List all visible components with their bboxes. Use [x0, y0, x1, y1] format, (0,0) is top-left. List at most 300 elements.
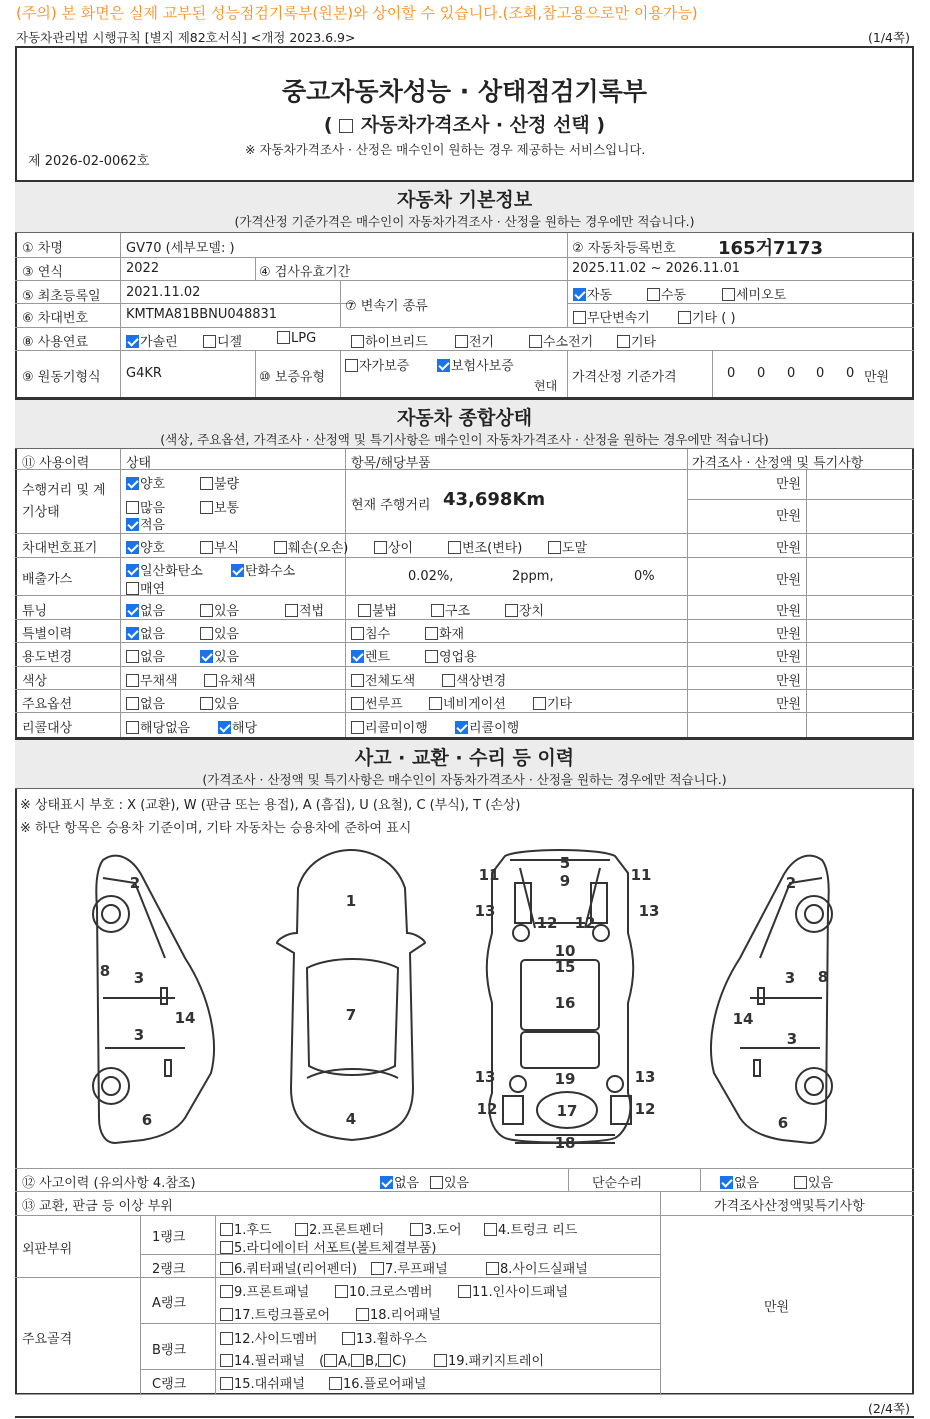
- check-tuning-yes[interactable]: [200, 604, 213, 617]
- check-recall-not-done[interactable]: [351, 721, 364, 734]
- fuel-hydrogen-label: 수소전기: [543, 335, 594, 350]
- part-dash-panel[interactable]: [220, 1373, 305, 1392]
- diagram-num-11b: 11: [630, 866, 652, 884]
- won-unit: 만원: [776, 509, 802, 524]
- check-option-other[interactable]: [533, 697, 546, 710]
- check-flood[interactable]: [351, 627, 364, 640]
- option-yes-label: 있음: [214, 697, 240, 712]
- vin-lost[interactable]: [548, 537, 587, 556]
- tuning-device[interactable]: [505, 600, 544, 619]
- mileage-normal[interactable]: [200, 497, 239, 516]
- check-vin-alter[interactable]: [448, 541, 461, 554]
- accident-header: [15, 738, 914, 789]
- diagram-num-5: 5: [559, 854, 571, 872]
- check-hc[interactable]: [231, 564, 244, 577]
- check-rear-panel[interactable]: [356, 1308, 369, 1321]
- check-self-warranty[interactable]: [345, 359, 358, 372]
- trans-semi[interactable]: [722, 284, 786, 303]
- check-hood[interactable]: [220, 1223, 233, 1236]
- vin-good-label: 양호: [140, 541, 166, 556]
- tuning-illegal-label: 불법: [372, 604, 398, 619]
- diagram-num-2r: 2: [785, 874, 797, 892]
- check-fire[interactable]: [425, 627, 438, 640]
- repair-yes[interactable]: [794, 1172, 833, 1191]
- emission-co-value: 0.02%,: [408, 569, 454, 584]
- check-side-sill[interactable]: [486, 1262, 499, 1275]
- use-yes[interactable]: [200, 646, 239, 665]
- fuel-electric[interactable]: [455, 331, 494, 350]
- check-insurance-warranty[interactable]: [437, 359, 450, 372]
- part-cross-member-label: 10.크로스멤버: [349, 1285, 433, 1300]
- price-digit: 0: [816, 366, 825, 381]
- check-full-paint[interactable]: [351, 674, 364, 687]
- check-fuel-other[interactable]: [617, 335, 630, 348]
- part-inside-panel[interactable]: [458, 1281, 568, 1300]
- check-door[interactable]: [410, 1223, 423, 1236]
- row-mileage: 수행거리 및 계기상태: [22, 483, 106, 520]
- check-vin-damage[interactable]: [274, 541, 287, 554]
- part-front-panel[interactable]: [220, 1281, 309, 1300]
- fuel-lpg-label: LPG: [291, 331, 317, 346]
- check-wheel-house[interactable]: [342, 1332, 355, 1345]
- special-none[interactable]: [126, 623, 165, 642]
- vin-damage[interactable]: [274, 537, 348, 556]
- check-business[interactable]: [425, 650, 438, 663]
- diagram-num-17: 17: [556, 1102, 578, 1120]
- mileage-label: 현재 주행거리: [351, 498, 431, 513]
- fuel-hydrogen[interactable]: [529, 331, 593, 350]
- label-simple-repair: 단순수리: [592, 1176, 643, 1191]
- use-business[interactable]: [425, 646, 477, 665]
- part-pillar-panel-label: 14.필러패널: [234, 1354, 305, 1369]
- part-cross-member[interactable]: [335, 1281, 432, 1300]
- tuning-structure[interactable]: [431, 600, 470, 619]
- won-unit: 만원: [776, 477, 802, 492]
- paren-close: ): [596, 114, 606, 136]
- special-fire[interactable]: [425, 623, 464, 642]
- diagram-num-1: 1: [345, 892, 357, 910]
- trans-auto[interactable]: [573, 284, 612, 303]
- emission-hc-value: 2ppm,: [512, 569, 554, 584]
- check-gasoline[interactable]: [126, 335, 139, 348]
- option-sunroof[interactable]: [351, 693, 403, 712]
- row-emission: 배출가스: [22, 572, 73, 587]
- check-special-yes[interactable]: [200, 627, 213, 640]
- vin-good[interactable]: [126, 537, 165, 556]
- diagram-num-13c: 13: [474, 1068, 496, 1086]
- pillar-paren-close: ): [401, 1354, 407, 1369]
- check-option-none[interactable]: [126, 697, 139, 710]
- check-recall-applicable[interactable]: [218, 721, 231, 734]
- label-model-year: ③ 연식: [22, 265, 63, 280]
- row-tuning: 튜닝: [22, 604, 48, 619]
- price-digit: 0: [787, 366, 796, 381]
- won-unit: 만원: [776, 541, 802, 556]
- check-side-member[interactable]: [220, 1332, 233, 1345]
- option-navi-label: 네비게이션: [443, 697, 506, 712]
- wheel-front-right: [796, 896, 832, 932]
- trans-cvt[interactable]: [573, 307, 650, 326]
- price-survey-checkbox[interactable]: [339, 119, 353, 133]
- check-auto[interactable]: [573, 288, 586, 301]
- won-unit: 만원: [776, 674, 802, 689]
- tuning-none-label: 없음: [140, 604, 166, 619]
- accident-subtitle: (가격조사 · 산정액 및 특기사항은 매수인이 자동차가격조사 · 산정을 원하는 경우에만 적습니다.): [202, 772, 727, 787]
- vin-diff-label: 상이: [388, 541, 414, 556]
- check-mileage-normal[interactable]: [200, 501, 213, 514]
- diagram-num-13b: 13: [638, 902, 660, 920]
- service-note: ※ 자동차가격조사 · 산정은 매수인이 원하는 경우 제공하는 서비스입니다.: [245, 142, 646, 157]
- check-pillar-a[interactable]: [324, 1354, 337, 1367]
- part-roof-panel-label: 7.루프패널: [385, 1262, 448, 1277]
- fuel-hybrid[interactable]: [351, 331, 428, 350]
- engine-type-value: G4KR: [126, 366, 162, 381]
- part-hood[interactable]: [220, 1219, 272, 1238]
- mileage-many-label: 많음: [140, 501, 166, 516]
- use-none-label: 없음: [140, 650, 166, 665]
- emission-smoke[interactable]: [126, 578, 165, 597]
- check-vin-diff[interactable]: [374, 541, 387, 554]
- pillar-b-label: B,: [365, 1354, 379, 1369]
- part-hood-label: 1.후드: [234, 1223, 272, 1238]
- vin-damage-label: 훼손(오손): [288, 541, 349, 556]
- check-structure[interactable]: [431, 604, 444, 617]
- mileage-good[interactable]: [126, 473, 165, 492]
- overall-header: [15, 398, 914, 449]
- accident-none[interactable]: [380, 1172, 419, 1191]
- fuel-diesel[interactable]: [203, 331, 242, 350]
- color-full-paint[interactable]: [351, 670, 415, 689]
- check-illegal[interactable]: [358, 604, 371, 617]
- check-diesel[interactable]: [203, 335, 216, 348]
- fuel-gasoline[interactable]: [126, 331, 178, 350]
- check-electric[interactable]: [455, 335, 468, 348]
- mileage-normal-label: 보통: [214, 501, 240, 516]
- label-inspection-valid: ④ 검사유효기간: [259, 265, 351, 280]
- label-warranty: ⑩ 보증유형: [259, 370, 326, 385]
- check-semi-auto[interactable]: [722, 288, 735, 301]
- check-vin-good[interactable]: [126, 541, 139, 554]
- emission-co[interactable]: [126, 560, 203, 579]
- check-mileage-good[interactable]: [126, 477, 139, 490]
- recall-applicable-label: 해당: [232, 721, 258, 736]
- part-trunk-lid[interactable]: [484, 1219, 577, 1238]
- label-exterior: 외판부위: [22, 1242, 73, 1257]
- diagram-num-14r: 14: [732, 1010, 754, 1028]
- fuel-diesel-label: 디젤: [217, 335, 243, 350]
- check-vin-rust[interactable]: [200, 541, 213, 554]
- fuel-gasoline-label: 가솔린: [140, 335, 178, 350]
- check-option-yes[interactable]: [200, 697, 213, 710]
- check-trunk-lid[interactable]: [484, 1223, 497, 1236]
- label-transmission: ⑦ 변속기 종류: [345, 299, 428, 314]
- repair-none[interactable]: [720, 1172, 759, 1191]
- color-change[interactable]: [442, 670, 506, 689]
- part-package-tray[interactable]: [434, 1350, 544, 1369]
- option-sunroof-label: 썬루프: [365, 697, 403, 712]
- diagram-num-12b: 12: [574, 914, 596, 932]
- part-dash-panel-label: 15.대쉬패널: [234, 1377, 305, 1392]
- check-lpg[interactable]: [277, 331, 290, 344]
- fuel-electric-label: 전기: [469, 335, 495, 350]
- check-sunroof[interactable]: [351, 697, 364, 710]
- trans-cvt-label: 무단변속기: [587, 311, 650, 326]
- check-hybrid[interactable]: [351, 335, 364, 348]
- tuning-yes[interactable]: [200, 600, 239, 619]
- part-wheel-house-label: 13.휠하우스: [356, 1332, 427, 1347]
- vin-rust[interactable]: [200, 537, 239, 556]
- part-front-fender-label: 2.프론트펜더: [309, 1223, 385, 1238]
- recall-done[interactable]: [455, 717, 519, 736]
- diagram-num-6: 6: [141, 1111, 153, 1129]
- check-quarter-panel[interactable]: [220, 1262, 233, 1275]
- use-none[interactable]: [126, 646, 165, 665]
- vin-alter-label: 변조(변타): [462, 541, 523, 556]
- fuel-lpg[interactable]: [277, 331, 316, 346]
- accident-yes-label: 있음: [444, 1176, 470, 1191]
- part-front-panel-label: 9.프론트패널: [234, 1285, 310, 1300]
- check-recall-done[interactable]: [455, 721, 468, 734]
- diagram-num-12d: 12: [634, 1100, 656, 1118]
- check-inside-panel[interactable]: [458, 1285, 471, 1298]
- accident-title: 사고 · 교환 · 수리 등 이력: [354, 747, 575, 769]
- check-trunk-floor[interactable]: [220, 1308, 233, 1321]
- check-device[interactable]: [505, 604, 518, 617]
- part-side-sill-label: 8.사이드실패널: [500, 1262, 588, 1277]
- part-floor-panel[interactable]: [329, 1373, 426, 1392]
- vin-diff[interactable]: [374, 537, 413, 556]
- row-vin-mark: 차대번호표기: [22, 541, 98, 556]
- overall-title: 자동차 종합상태: [396, 407, 533, 429]
- label-rankC: C랭크: [152, 1377, 187, 1392]
- check-pillar-b[interactable]: [351, 1354, 364, 1367]
- part-quarter-panel[interactable]: [220, 1258, 357, 1277]
- check-hydrogen[interactable]: [529, 335, 542, 348]
- special-flood[interactable]: [351, 623, 390, 642]
- recall-not-done-label: 리콜미이행: [365, 721, 428, 736]
- color-chromatic[interactable]: [204, 670, 256, 689]
- check-repair-yes[interactable]: [794, 1176, 807, 1189]
- diagram-num-3rb: 3: [786, 1030, 798, 1048]
- part-radiator-support-label: 5.라디에이터 서포트(볼트체결부품): [234, 1241, 437, 1256]
- part-door[interactable]: [410, 1219, 462, 1238]
- price-option-line: [15, 110, 914, 137]
- check-special-none[interactable]: [126, 627, 139, 640]
- vin-rust-label: 부식: [214, 541, 240, 556]
- label-engine-type: ⑨ 원동기형식: [22, 370, 101, 385]
- price-digit: 0: [757, 366, 766, 381]
- use-rent[interactable]: [351, 646, 390, 665]
- warranty-self[interactable]: [345, 355, 409, 374]
- check-pillar-c[interactable]: [378, 1354, 391, 1367]
- color-change-label: 색상변경: [456, 674, 507, 689]
- tuning-yes-label: 있음: [214, 604, 240, 619]
- recall-na-label: 해당없음: [140, 721, 191, 736]
- diagram-num-13d: 13: [634, 1068, 656, 1086]
- warranty-insurance[interactable]: [437, 355, 514, 374]
- check-cvt[interactable]: [573, 311, 586, 324]
- option-other-label: 기타: [547, 697, 573, 712]
- check-mileage-many[interactable]: [126, 501, 139, 514]
- trans-other[interactable]: [678, 307, 736, 326]
- vin-lost-label: 도말: [562, 541, 588, 556]
- price-digit: 0: [846, 366, 855, 381]
- part-side-member[interactable]: [220, 1328, 317, 1347]
- recall-not-done[interactable]: [351, 717, 428, 736]
- won-unit: 만원: [776, 627, 802, 642]
- diagram-num-8: 8: [99, 962, 111, 980]
- tuning-illegal[interactable]: [358, 600, 397, 619]
- diagram-num-19: 19: [554, 1070, 576, 1088]
- color-achromatic[interactable]: [126, 670, 178, 689]
- special-yes-label: 있음: [214, 627, 240, 642]
- color-chromatic-label: 유채색: [218, 674, 256, 689]
- check-vin-lost[interactable]: [548, 541, 561, 554]
- fuel-other[interactable]: [617, 331, 656, 350]
- tuning-none[interactable]: [126, 600, 165, 619]
- emission-smoke-value: 0%: [634, 569, 655, 584]
- check-rent[interactable]: [351, 650, 364, 663]
- check-chromatic[interactable]: [204, 674, 217, 687]
- check-front-panel[interactable]: [220, 1285, 233, 1298]
- tuning-structure-label: 구조: [445, 604, 471, 619]
- diagram-num-16: 16: [554, 994, 576, 1012]
- row-color: 색상: [22, 674, 48, 689]
- trans-auto-label: 자동: [587, 288, 613, 303]
- trans-manual[interactable]: [647, 284, 686, 303]
- notice-text: (주의) 본 화면은 실제 교부된 성능점검기록부(원본)와 상이할 수 있습니다.(조회,참고용으로만 이용가능): [16, 4, 698, 22]
- diagram-num-13: 13: [474, 902, 496, 920]
- part-roof-panel[interactable]: [371, 1258, 448, 1277]
- check-tuning-none[interactable]: [126, 604, 139, 617]
- part-front-fender[interactable]: [295, 1219, 384, 1238]
- label-car-name: ① 차명: [22, 241, 63, 256]
- warranty-company: 현대: [534, 379, 558, 393]
- wheel-front-left: [93, 896, 129, 932]
- mileage-bad-label: 불량: [214, 477, 240, 492]
- check-front-fender[interactable]: [295, 1223, 308, 1236]
- diagram-num-3r: 3: [784, 969, 796, 987]
- check-floor-panel[interactable]: [329, 1377, 342, 1390]
- right-side-car: [711, 856, 829, 1143]
- color-full-paint-label: 전체도색: [365, 674, 416, 689]
- car-name-value: GV70 (세부모델: ): [126, 241, 235, 256]
- diagram-num-12c: 12: [476, 1100, 498, 1118]
- option-yes[interactable]: [200, 693, 239, 712]
- color-achromatic-label: 무채색: [140, 674, 178, 689]
- part-floor-panel-label: 16.플로어패널: [343, 1377, 427, 1392]
- emission-hc[interactable]: [231, 560, 295, 579]
- special-yes[interactable]: [200, 623, 239, 642]
- vin-alter[interactable]: [448, 537, 522, 556]
- col-state: 상태: [126, 456, 152, 471]
- inspection-valid-value: 2025.11.02 ~ 2026.11.01: [572, 261, 741, 276]
- check-achromatic[interactable]: [126, 674, 139, 687]
- part-wheel-house[interactable]: [342, 1328, 427, 1347]
- check-mileage-bad[interactable]: [200, 477, 213, 490]
- tuning-legal[interactable]: [285, 600, 324, 619]
- check-dash-panel[interactable]: [220, 1377, 233, 1390]
- page-number-top: (1/4쪽): [868, 30, 910, 45]
- won-unit: 만원: [776, 697, 802, 712]
- check-accident-none[interactable]: [380, 1176, 393, 1189]
- recall-na[interactable]: [126, 717, 190, 736]
- mileage-good-label: 양호: [140, 477, 166, 492]
- emission-co-label: 일산화탄소: [140, 564, 203, 579]
- check-roof-panel[interactable]: [371, 1262, 384, 1275]
- special-none-label: 없음: [140, 627, 166, 642]
- mileage-few[interactable]: [126, 514, 165, 533]
- check-manual[interactable]: [647, 288, 660, 301]
- use-yes-label: 있음: [214, 650, 240, 665]
- check-co[interactable]: [126, 564, 139, 577]
- label-accident-history: ⑫ 사고이력 (유의사항 4.참조): [22, 1176, 196, 1191]
- check-color-change[interactable]: [442, 674, 455, 687]
- diagram-num-10: 10: [554, 942, 576, 960]
- basic-info-subtitle: (가격산정 기준가격은 매수인이 자동차가격조사 · 산정을 원하는 경우에만 적습니다.): [234, 214, 695, 229]
- part-trunk-floor[interactable]: [220, 1304, 330, 1323]
- check-cross-member[interactable]: [335, 1285, 348, 1298]
- price-digit: 0: [727, 366, 736, 381]
- check-use-none[interactable]: [126, 650, 139, 663]
- check-accident-yes[interactable]: [430, 1176, 443, 1189]
- check-legal[interactable]: [285, 604, 298, 617]
- check-pillar-panel[interactable]: [220, 1354, 233, 1367]
- option-other[interactable]: [533, 693, 572, 712]
- check-navi[interactable]: [429, 697, 442, 710]
- part-side-sill[interactable]: [486, 1258, 588, 1277]
- check-radiator-support[interactable]: [220, 1241, 233, 1254]
- trans-manual-label: 수동: [661, 288, 687, 303]
- option-navi[interactable]: [429, 693, 506, 712]
- model-year-value: 2022: [126, 261, 160, 276]
- option-none[interactable]: [126, 693, 165, 712]
- check-package-tray[interactable]: [434, 1354, 447, 1367]
- diagram-num-4: 4: [345, 1110, 357, 1128]
- special-fire-label: 화재: [439, 627, 465, 642]
- part-trunk-lid-label: 4.트렁크 리드: [498, 1223, 578, 1238]
- won-unit: 만원: [764, 1300, 790, 1315]
- part-radiator-support[interactable]: [220, 1237, 437, 1256]
- first-registration-value: 2021.11.02: [126, 285, 201, 300]
- price-option-label: 자동차가격조사 · 산정 선택: [360, 114, 590, 136]
- fuel-hybrid-label: 하이브리드: [365, 335, 428, 350]
- check-smoke[interactable]: [126, 582, 139, 595]
- accident-yes[interactable]: [430, 1172, 469, 1191]
- tuning-legal-label: 적법: [299, 604, 325, 619]
- won-unit: 만원: [776, 604, 802, 619]
- check-trans-other[interactable]: [678, 311, 691, 324]
- recall-applicable[interactable]: [218, 717, 257, 736]
- label-first-registration: ⑤ 최초등록일: [22, 289, 101, 304]
- part-rear-panel-label: 18.리어패널: [370, 1308, 441, 1323]
- label-base-price: 가격산정 기준가격: [572, 370, 677, 385]
- check-mileage-few[interactable]: [126, 518, 139, 531]
- emission-hc-label: 탄화수소: [245, 564, 296, 579]
- price-note-header: 가격조사산정액및특기사항: [714, 1199, 865, 1214]
- repair-yes-label: 있음: [808, 1176, 834, 1191]
- check-recall-na[interactable]: [126, 721, 139, 734]
- check-use-yes[interactable]: [200, 650, 213, 663]
- part-pillar-panel[interactable]: [220, 1350, 406, 1369]
- document-number: 제 2026-02-0062호: [28, 154, 150, 169]
- check-repair-none[interactable]: [720, 1176, 733, 1189]
- page-title: 중고자동차성능 · 상태점검기록부: [281, 77, 647, 106]
- price-unit: 만원: [864, 370, 890, 385]
- mileage-bad[interactable]: [200, 473, 239, 492]
- part-rear-panel[interactable]: [356, 1304, 441, 1323]
- label-exchange-parts: ⑬ 교환, 판금 등 이상 부위: [22, 1199, 173, 1214]
